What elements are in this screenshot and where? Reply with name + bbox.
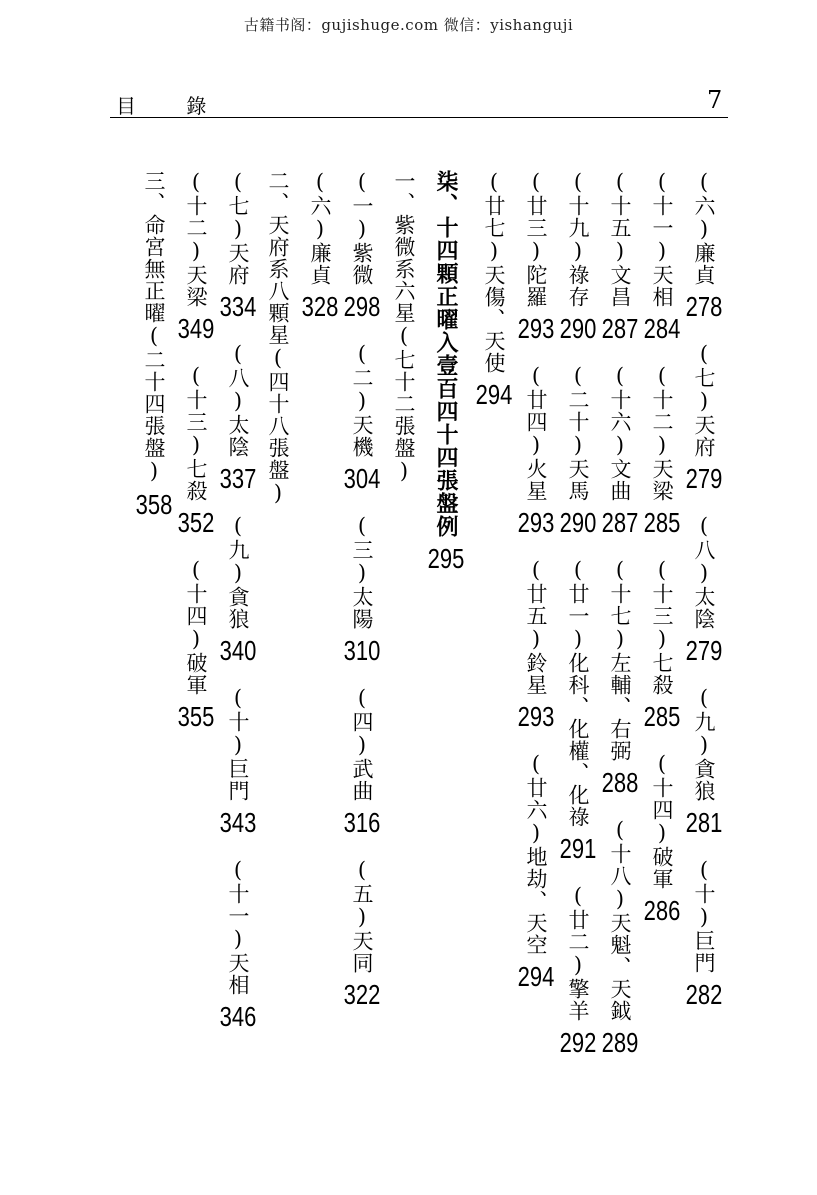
- toc-entry-page: 337: [219, 462, 257, 494]
- toc-entry-title: (廿六)地劫、天空: [524, 752, 548, 956]
- toc-entry-page: 288: [601, 766, 639, 798]
- toc-entry-title: (廿三)陀羅: [524, 170, 548, 308]
- toc-entry-title: (十四)破軍: [650, 752, 674, 890]
- toc-column: [474, 170, 516, 1130]
- toc-entry-page: 294: [475, 378, 513, 410]
- toc-entry-title: (廿四)火星: [524, 364, 548, 502]
- toc-column: [176, 170, 218, 1130]
- page-number: 7: [707, 86, 723, 114]
- toc-entry-page: 316: [343, 806, 381, 838]
- toc-entry-title: (一)紫微: [350, 170, 374, 286]
- toc-entry-page: 285: [643, 506, 681, 538]
- toc-entry-title: (七)天府: [226, 170, 250, 286]
- watermark: 古籍书阁：gujishuge.com 微信：yishanguji: [243, 16, 574, 34]
- toc-entry-title: (十三)七殺: [650, 558, 674, 696]
- toc-column: [218, 170, 260, 1130]
- toc-column: [558, 170, 600, 1130]
- toc-entry-title: (十三)七殺: [184, 364, 208, 502]
- toc-entry-title: 三、命宮無正曜(二十四張盤): [142, 170, 166, 484]
- toc-column: [134, 170, 176, 1130]
- page-title: 目 錄: [116, 94, 229, 118]
- toc-entry-page: 282: [685, 978, 723, 1010]
- toc-column: [516, 170, 558, 1130]
- toc-entry-title: (九)貪狼: [226, 514, 250, 630]
- toc-entry-page: 349: [177, 312, 215, 344]
- toc-entry-page: 328: [301, 290, 339, 322]
- toc-column: [258, 170, 298, 1130]
- toc-entry-title: 一、紫微系六星(七十二張盤): [392, 170, 416, 484]
- toc-entry-title: (四)武曲: [350, 686, 374, 802]
- toc-entry-page: 290: [559, 506, 597, 538]
- toc-entry-title: (六)廉貞: [692, 170, 716, 286]
- toc-entry-title: (十九)祿存: [566, 170, 590, 308]
- toc-entry-title: (三)太陽: [350, 514, 374, 630]
- toc-entry-page: 278: [685, 290, 723, 322]
- toc-entry-title: (十八)天魁、天鉞: [608, 818, 632, 1022]
- toc-entry-title: (十四)破軍: [184, 558, 208, 696]
- toc-entry-page: 289: [601, 1026, 639, 1058]
- toc-entry-page: 279: [685, 462, 723, 494]
- toc-entry-page: 293: [517, 506, 555, 538]
- toc-entry-title: (十)巨門: [226, 686, 250, 802]
- toc-entry-page: 358: [135, 488, 173, 520]
- toc-entry-page: 310: [343, 634, 381, 666]
- toc-entry-title: (九)貪狼: [692, 686, 716, 802]
- toc-entry-page: 298: [343, 290, 381, 322]
- toc-entry-title: (廿五)鈴星: [524, 558, 548, 696]
- toc-entry-title: (廿七)天傷、天使: [482, 170, 506, 374]
- toc-column: [300, 170, 342, 1130]
- toc-entry-page: 304: [343, 462, 381, 494]
- toc-column: [600, 170, 642, 1130]
- toc-entry-title: (十一)天相: [226, 858, 250, 996]
- toc-entry-page: 285: [643, 700, 681, 732]
- toc-entry-title: (二)天機: [350, 342, 374, 458]
- toc-entry-title: (五)天同: [350, 858, 374, 974]
- toc-entry-title: (廿一)化科、化權、化祿: [566, 558, 590, 828]
- toc-entry-page: 352: [177, 506, 215, 538]
- toc-column: [384, 170, 424, 1130]
- toc-entry-title: 二、天府系八顆星(四十八張盤): [266, 170, 290, 506]
- toc-entry-title: (七)天府: [692, 342, 716, 458]
- toc-column: [684, 170, 726, 1130]
- toc-entry-page: 291: [559, 832, 597, 864]
- toc-entry-title: 柒、十四顆正曜入壹百四十四張盤例: [433, 170, 459, 538]
- toc-column: [342, 170, 384, 1130]
- toc-entry-title: (十二)天梁: [184, 170, 208, 308]
- toc-column: [642, 170, 684, 1130]
- toc-entry-page: 343: [219, 806, 257, 838]
- header-rule: [110, 117, 728, 118]
- toc-entry-page: 346: [219, 1000, 257, 1032]
- toc-entry-page: 293: [517, 312, 555, 344]
- toc-entry-page: 287: [601, 506, 639, 538]
- toc-entry-page: 286: [643, 894, 681, 926]
- toc-column: [426, 170, 468, 1130]
- toc-entry-page: 290: [559, 312, 597, 344]
- toc-entry-title: (八)太陰: [692, 514, 716, 630]
- toc-entry-title: (十)巨門: [692, 858, 716, 974]
- toc-entry-title: (十七)左輔、右弼: [608, 558, 632, 762]
- toc-entry-page: 279: [685, 634, 723, 666]
- toc-entry-page: 295: [427, 542, 465, 574]
- toc-entry-page: 334: [219, 290, 257, 322]
- toc-entry-title: (八)太陰: [226, 342, 250, 458]
- toc-entry-page: 340: [219, 634, 257, 666]
- toc-entry-page: 284: [643, 312, 681, 344]
- toc-entry-title: (十二)天梁: [650, 364, 674, 502]
- toc-entry-title: (二十)天馬: [566, 364, 590, 502]
- toc-entry-page: 322: [343, 978, 381, 1010]
- toc-entry-page: 294: [517, 960, 555, 992]
- toc-entry-title: (六)廉貞: [308, 170, 332, 286]
- toc-entry-page: 292: [559, 1026, 597, 1058]
- toc-entry-title: (廿二)擎羊: [566, 884, 590, 1022]
- toc-entry-title: (十六)文曲: [608, 364, 632, 502]
- toc-entry-title: (十一)天相: [650, 170, 674, 308]
- toc-entry-page: 293: [517, 700, 555, 732]
- toc-entry-title: (十五)文昌: [608, 170, 632, 308]
- toc-entry-page: 287: [601, 312, 639, 344]
- toc-entry-page: 281: [685, 806, 723, 838]
- toc-entry-page: 355: [177, 700, 215, 732]
